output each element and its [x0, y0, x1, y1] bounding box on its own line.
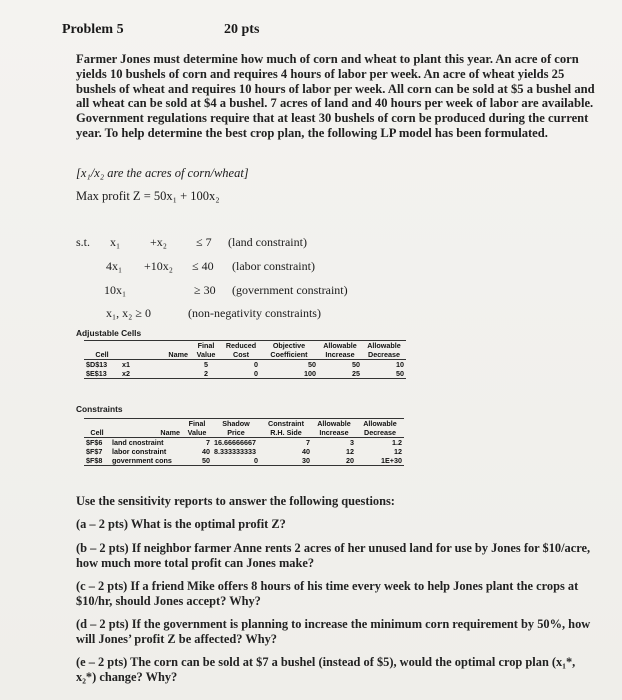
table-cell: land cnostraint [112, 438, 164, 447]
question-d: (d – 2 pts) If the government is planning to increase the minimum corn requirement by 50%, how will Jones’ profit Z be affected? Why? [76, 617, 591, 646]
table-cell: x1 [122, 360, 130, 369]
problem-statement: Farmer Jones must determine how much of corn and wheat to plant this year. An acre of corn yields 10 bushels of corn and requires 4 hours of labor per week. An acre of wheat yields 25 bushels of wheat and requires 10 hours of labor per week. All corn can be sold at $5 a bushel and all wheat can be sold at $4 a bushel. 7 acres of land and 40 hours per week of labor are available. Government regulations require that at least 30 bushels of corn be produced during the current year. To help determine the best crop plan, the following LP model has been formulated. [76, 52, 595, 140]
table-row [84, 360, 406, 370]
table-header: Increase [318, 350, 362, 360]
points-label: 20 pts [224, 22, 260, 37]
question-e: (e – 2 pts) The corn can be sold at $7 a bushel (instead of $5), would the optimal crop plan (x₁*, x₂*) change? Why? [76, 655, 576, 684]
table-cell: 2 [190, 369, 222, 379]
constraint-label: (land constraint) [228, 235, 307, 249]
table-header: Name [110, 428, 182, 438]
variable-note: [x₁/x₂ are the acres of corn/wheat] [76, 166, 249, 180]
table-header [110, 419, 182, 429]
table-cell: $F$8 [84, 456, 110, 466]
table-header: Constraint [260, 419, 312, 429]
table-cell: 25 [318, 369, 362, 379]
table-cell: 100 [260, 369, 318, 379]
table-header: Allowable [356, 419, 404, 429]
constraint-rhs: ≤ 7 [196, 235, 212, 249]
table-header: Objective [260, 341, 318, 351]
table-cell: 1.2 [392, 438, 402, 447]
table-header: Cost [222, 350, 260, 360]
table-cell: government cons [110, 456, 182, 466]
question-a: (a – 2 pts) What is the optimal profit Z? [76, 517, 286, 531]
table-header: Cell [84, 350, 120, 360]
adjustable-cells-table [84, 340, 406, 379]
table-header: Allowable [312, 419, 356, 429]
constraint-term: +x₂ [150, 235, 167, 249]
table-cell: 1E+30 [356, 456, 404, 466]
table-header: Allowable [362, 341, 406, 351]
table-row [84, 456, 404, 466]
constraint-rhs: ≥ 30 [194, 283, 216, 297]
table-cell: 50 [182, 456, 212, 466]
table-cell: 10 [396, 360, 404, 369]
table-cell: $E$13 [84, 369, 120, 379]
table-header: Final [190, 341, 222, 351]
table-cell: 7 [206, 438, 210, 447]
table-cell: 0 [254, 360, 258, 369]
constraints-table [84, 418, 404, 466]
table-cell: 50 [362, 369, 406, 379]
table-row [84, 369, 406, 379]
table-cell: $D$13 [86, 360, 108, 369]
table-cell: x2 [120, 369, 190, 379]
questions-lead: Use the sensitivity reports to answer the following questions: [76, 494, 395, 508]
table-header: Decrease [356, 428, 404, 438]
table-cell: 8.333333333 [214, 447, 256, 456]
constraint-term: 4x₁ [106, 259, 123, 273]
table-cell: 12 [394, 447, 402, 456]
st-label: s.t. [76, 235, 91, 249]
table-cell: 20 [312, 456, 356, 466]
table-header: R.H. Side [260, 428, 312, 438]
table-cell: 50 [352, 360, 360, 369]
table-header: Reduced [222, 341, 260, 351]
adjustable-cells-title: Adjustable Cells [76, 328, 142, 338]
table-cell: 3 [350, 438, 354, 447]
constraint-term: x₁, x₂ ≥ 0 [106, 306, 151, 320]
question-b: (b – 2 pts) If neighbor farmer Anne rents 2 acres of her unused land for use by Jones for $10/acre, how much more total profit can Jones make? [76, 541, 591, 570]
table-header: Decrease [362, 350, 406, 360]
table-cell: 50 [308, 360, 316, 369]
table-cell: 0 [212, 456, 260, 466]
table-cell: 5 [204, 360, 208, 369]
table-header: Name [120, 350, 190, 360]
objective-function: Max profit Z = 50x₁ + 100x₂ [76, 189, 220, 203]
constraints-title: Constraints [76, 404, 123, 414]
table-header: Increase [312, 428, 356, 438]
table-cell: $F$7 [86, 447, 103, 456]
constraint-label: (non-negativity constraints) [188, 306, 321, 320]
table-header [84, 419, 110, 429]
table-header: Cell [84, 428, 110, 438]
constraint-label: (government constraint) [232, 283, 348, 297]
table-cell: 40 [202, 447, 210, 456]
table-header: Coefficient [260, 350, 318, 360]
table-row [84, 438, 404, 448]
constraint-term: x₁ [110, 235, 121, 249]
problem-title: Problem 5 [62, 22, 124, 37]
table-cell: 40 [302, 447, 310, 456]
table-row [84, 447, 404, 456]
table-header [120, 341, 190, 351]
table-cell: 16.66666667 [214, 438, 256, 447]
table-cell: 30 [260, 456, 312, 466]
constraint-term: 10x₁ [104, 283, 127, 297]
table-header: Final [182, 419, 212, 429]
table-cell: 0 [222, 369, 260, 379]
table-header: Value [182, 428, 212, 438]
constraint-rhs: ≤ 40 [192, 259, 214, 273]
constraint-label: (labor constraint) [232, 259, 315, 273]
table-header: Allowable [318, 341, 362, 351]
constraint-term: +10x₂ [144, 259, 173, 273]
table-header: Value [190, 350, 222, 360]
table-cell: 12 [346, 447, 354, 456]
table-header: Shadow [212, 419, 260, 429]
table-cell: 7 [306, 438, 310, 447]
table-header: Price [212, 428, 260, 438]
table-cell: $F$6 [86, 438, 103, 447]
question-c: (c – 2 pts) If a friend Mike offers 8 hours of his time every week to help Jones plant the crops at $10/hr, should Jones accept? Why? [76, 579, 579, 608]
table-cell: labor constraint [112, 447, 167, 456]
table-header [84, 341, 120, 351]
